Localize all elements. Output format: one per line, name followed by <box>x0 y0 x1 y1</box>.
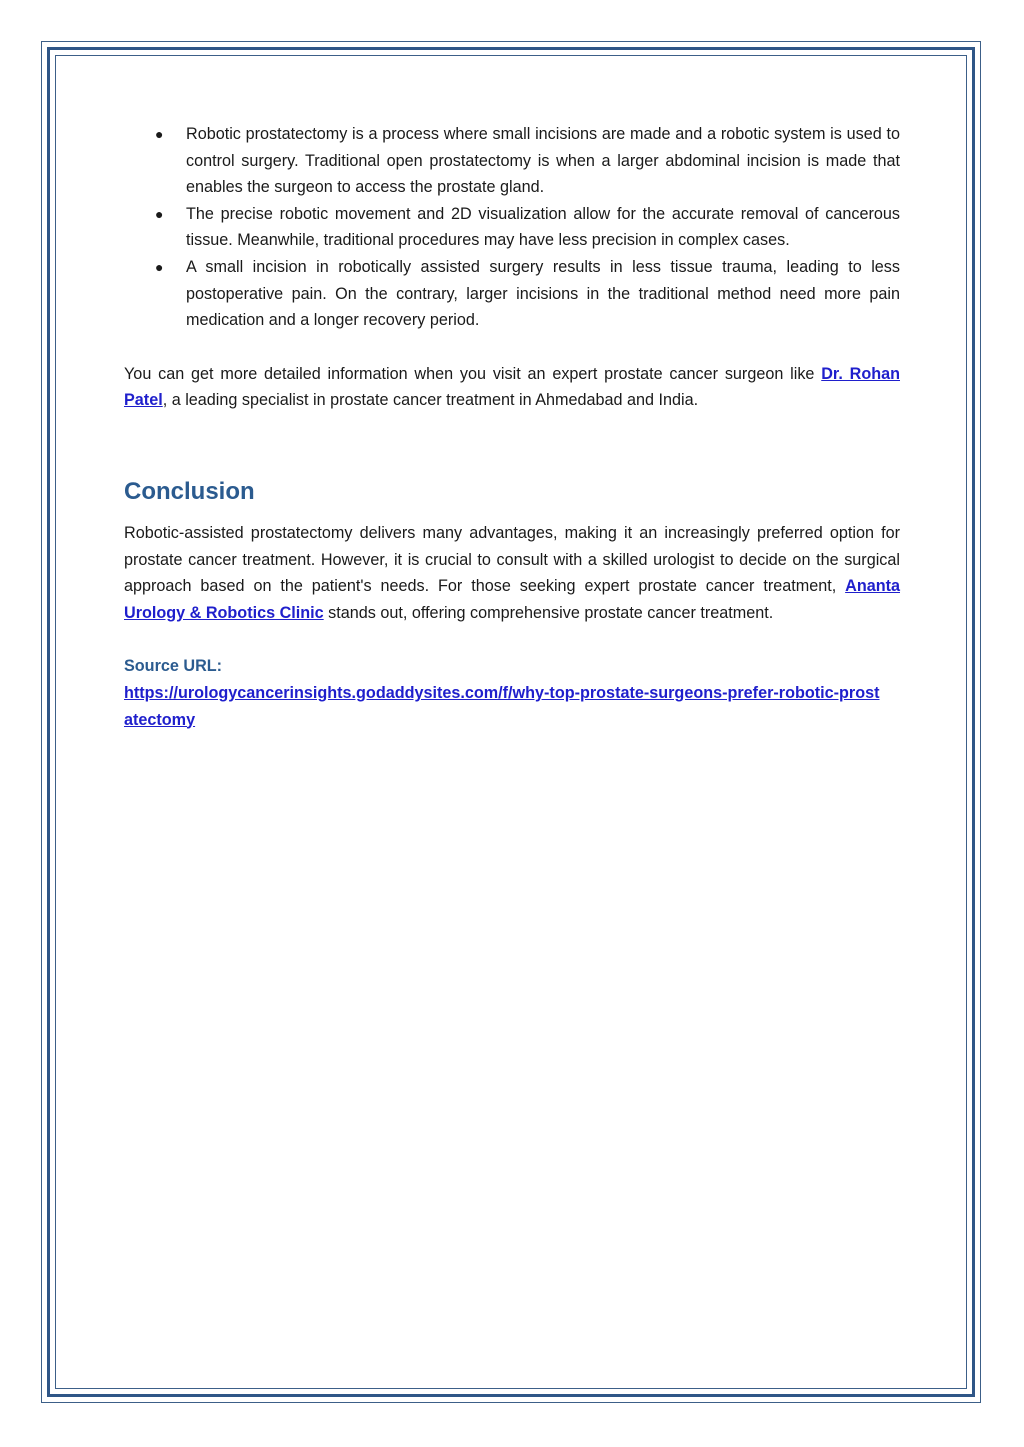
conclusion-heading: Conclusion <box>124 477 255 505</box>
bullet-icon: ● <box>155 258 164 275</box>
document-content <box>124 121 900 733</box>
bullet-text: A small incision in robotically assisted surgery results in less tissue trauma, leading to less postoperative pain. On the contrary, larger incisions in the traditional method need more pain medication and a longer recovery period. <box>186 257 900 330</box>
clinic-link[interactable]: Ananta Urology & Robotics Clinic <box>124 577 900 622</box>
source-url-line <box>124 680 900 733</box>
bullet-text: The precise robotic movement and 2D visualization allow for the accurate removal of cancerous tissue. Meanwhile, traditional procedures may have less precision in complex cases. <box>186 204 900 250</box>
bullet-text: Robotic prostatectomy is a process where small incisions are made and a robotic system is used to control surgery. Traditional open prostatectomy is when a larger abdominal incision is made that enables the surgeon to access the prostate gland. <box>186 125 900 197</box>
conclusion-paragraph <box>124 520 900 626</box>
info-text-before: You can get more detailed information when you visit an expert prostate cancer surgeon like <box>124 364 822 383</box>
conclusion-text-after: stands out, offering comprehensive prostate cancer treatment. <box>323 603 774 622</box>
doctor-link[interactable]: Dr. Rohan Patel <box>124 364 900 410</box>
bullet-icon: ● <box>155 126 164 142</box>
comparison-bullet-list <box>124 121 900 334</box>
list-item <box>124 121 900 201</box>
source-url-label: Source URL: <box>124 657 223 676</box>
conclusion-text-before: Robotic-assisted prostatectomy delivers many advantages, making it an increasingly preferred option for prostate cancer treatment. However, it is crucial to consult with a skilled urologist to decide on the surgical approach based on the patient's needs. For those seeking expert prostate cancer treatment, <box>124 523 900 596</box>
list-item <box>124 254 900 334</box>
info-text-after: , a leading specialist in prostate cancer treatment in Ahmedabad and India. <box>162 391 699 410</box>
bullet-icon: ● <box>155 205 164 222</box>
source-url-link[interactable]: https://urologycancerinsights.godaddysites.com/f/why-top-prostate-surgeons-prefer-robotic-prostatectomy <box>124 683 880 729</box>
list-item <box>124 201 900 254</box>
info-paragraph <box>124 361 900 414</box>
